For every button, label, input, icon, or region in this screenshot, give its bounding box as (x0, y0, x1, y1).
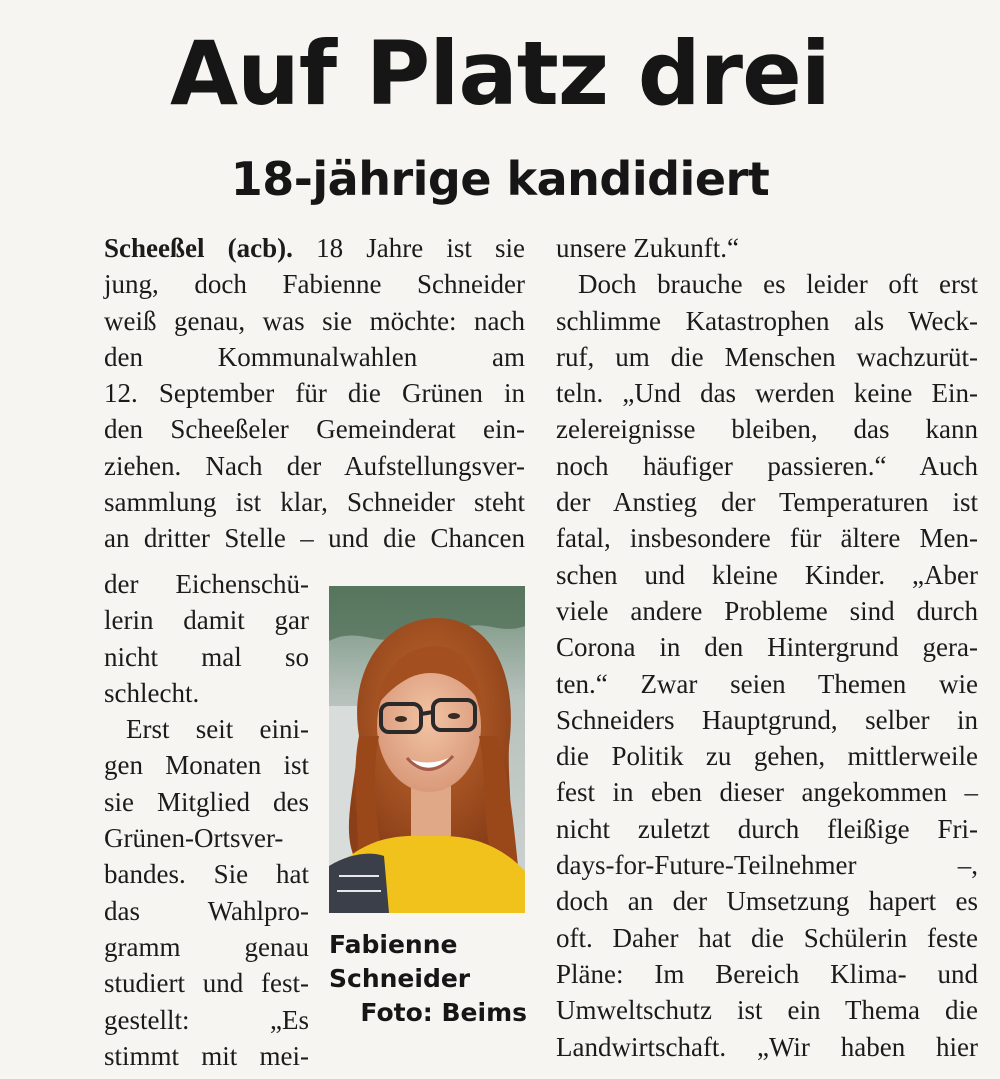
caption-credit: Foto: Beims (360, 998, 527, 1027)
article-line: Umweltschutz ist ein Thema die (556, 995, 978, 1026)
subheadline: 18-jährige kandidiert (230, 152, 770, 206)
article-line: studiert und fest- (104, 968, 309, 999)
article-line: Landwirtschaft. „Wir haben hier (556, 1031, 978, 1062)
photo-caption (329, 928, 527, 1030)
article-column-right (556, 230, 978, 1065)
article-line: schlimme Katastrophen als Weck- (556, 305, 978, 336)
portrait-photo (329, 586, 525, 913)
article-line: der Eichenschü- (104, 569, 309, 599)
article-line: days-for-Future-Teilnehmer –, (556, 850, 978, 881)
article-line: lerin damit gar (104, 605, 309, 636)
article-line: jung, doch Fabienne Schneider (104, 269, 525, 300)
article-line: zelereignisse bleiben, das kann (556, 414, 978, 445)
article-line: fatal, insbesondere für ältere Men- (556, 523, 978, 554)
article-line: der Anstieg der Temperaturen ist (556, 487, 978, 518)
article-line: gestellt: „Es (104, 1004, 309, 1035)
article-line: Erst seit eini- (126, 714, 309, 745)
article-line: weiß genau, was sie möchte: nach (104, 305, 525, 336)
article-line: schlecht. (104, 677, 200, 708)
article-line: Pläne: Im Bereich Klima- und (556, 958, 978, 989)
article-line: fest in eben dieser angekommen – (556, 777, 978, 808)
article-line: sammlung ist klar, Schneider steht (104, 487, 525, 518)
article-line: nicht mal so (104, 641, 309, 672)
headline: Auf Platz drei (170, 22, 830, 125)
article-line: Schneiders Hauptgrund, selber in (556, 704, 978, 735)
dateline: Scheeßel (acb). (104, 233, 293, 263)
article-line: an dritter Stelle – und die Chancen (104, 523, 525, 554)
article-line: gen Monaten ist (104, 750, 309, 781)
article-column-left (104, 230, 525, 557)
article-line: unsere Zukunft.“ (556, 233, 739, 263)
article-line: das Wahlpro- (104, 895, 309, 926)
article-line: den Kommunalwahlen am (104, 341, 525, 372)
article-line-text: 18 Jahre ist sie (316, 233, 526, 263)
caption-name-line2: Schneider (329, 964, 471, 993)
article-line: noch häufiger passieren.“ Auch (556, 450, 978, 481)
article-line: stimmt mit mei- (104, 1040, 309, 1071)
article-line: ruf, um die Menschen wachzurüt- (556, 341, 978, 372)
article-line: ten.“ Zwar seien Themen wie (556, 668, 978, 699)
article-column-narrow (104, 566, 309, 1074)
article-line: doch an der Umsetzung hapert es (556, 886, 978, 917)
caption-name-line1: Fabienne (329, 930, 458, 959)
article-line: teln. „Und das werden keine Ein- (556, 378, 978, 409)
article-line: den Scheeßeler Gemeinderat ein- (104, 414, 525, 445)
article-line: die Politik zu gehen, mittlerweile (556, 741, 978, 772)
article-line (104, 230, 525, 266)
article-line: 12. September für die Grünen in (104, 378, 525, 409)
article-line: gramm genau (104, 931, 309, 962)
article-line: sie Mitglied des (104, 786, 309, 817)
article-line: Grünen-Ortsver- (104, 823, 284, 854)
article-line: Doch brauche es leider oft erst (578, 269, 978, 300)
article-line: nicht zuletzt durch fleißige Fri- (556, 813, 978, 844)
article-line: bandes. Sie hat (104, 859, 309, 890)
article-line: Corona in den Hintergrund gera- (556, 632, 978, 663)
article-line: schen und kleine Kinder. „Aber (556, 559, 978, 590)
article-line: oft. Daher hat die Schülerin feste (556, 922, 978, 953)
portrait-illustration (329, 586, 525, 913)
article-line: ziehen. Nach der Aufstellungsver- (104, 450, 525, 481)
article-line: viele andere Probleme sind durch (556, 595, 978, 626)
